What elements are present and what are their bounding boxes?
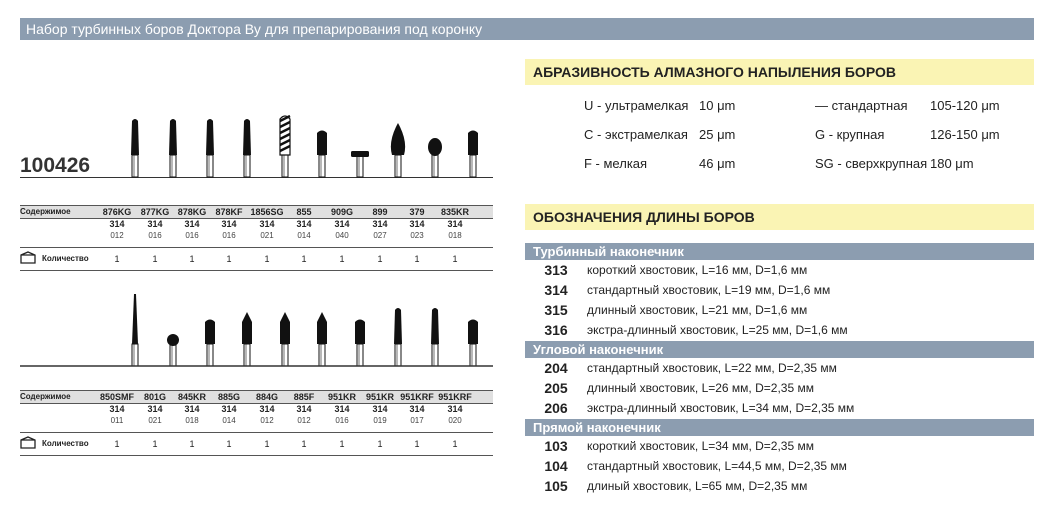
bur-row-1 — [131, 116, 478, 177]
bur-name: 951KRF — [438, 392, 472, 402]
length-code: 105 — [544, 478, 568, 494]
bur-table-2 — [20, 390, 493, 456]
size-code: 011 — [110, 416, 124, 425]
bur-name: 878KF — [215, 207, 243, 217]
quantity-value: 1 — [377, 439, 383, 449]
quantity-value: 1 — [414, 439, 420, 449]
shank-code: 314 — [109, 404, 125, 414]
length-group-title: Угловой наконечник — [525, 341, 1034, 358]
shank-code: 314 — [334, 404, 350, 414]
grit-label: C - экстрамелкая — [584, 127, 688, 142]
size-code: 027 — [373, 231, 387, 240]
length-description: длинный хвостовик, L=21 мм, D=1,6 мм — [587, 303, 808, 317]
length-heading: ОБОЗНАЧЕНИЯ ДЛИНЫ БОРОВ — [525, 204, 1034, 230]
contents-label: Содержимое — [20, 207, 71, 216]
size-code: 014 — [297, 231, 311, 240]
size-code: 012 — [110, 231, 124, 240]
shank-code: 314 — [447, 404, 463, 414]
quantity-value: 1 — [226, 254, 232, 264]
quantity-value: 1 — [377, 254, 383, 264]
shank-code: 314 — [109, 219, 125, 229]
length-description: стандартный хвостовик, L=19 мм, D=1,6 мм — [587, 283, 831, 297]
box-icon — [20, 251, 36, 265]
bur-name: 835KR — [440, 207, 469, 217]
size-code: 016 — [222, 231, 236, 240]
bur-row-2 — [0, 0, 493, 366]
bur-flame — [391, 123, 405, 177]
bur-taper — [169, 119, 177, 177]
length-code: 315 — [544, 302, 568, 318]
shank-row — [20, 219, 493, 231]
bur-taper — [131, 119, 139, 177]
bur-name: 909G — [330, 207, 354, 217]
bur-pointed — [280, 312, 290, 366]
grit-label: G - крупная — [815, 127, 885, 142]
bur-pointed — [242, 312, 252, 366]
length-code: 206 — [544, 400, 568, 416]
quantity-value: 1 — [452, 439, 458, 449]
quantity-value: 1 — [301, 254, 307, 264]
length-code: 316 — [544, 322, 568, 338]
table-header — [20, 390, 493, 404]
bur-ball — [167, 334, 179, 366]
shank-code: 314 — [409, 219, 425, 229]
length-group-title: Турбинный наконечник — [525, 243, 1034, 260]
quantity-value: 1 — [301, 439, 307, 449]
bur-name: 884G — [255, 392, 279, 402]
bur-longtaper — [132, 294, 138, 366]
size-code: 012 — [297, 416, 311, 425]
bur-name: 876KG — [102, 207, 132, 217]
grit-label: F - мелкая — [584, 156, 648, 171]
size-code: 012 — [260, 416, 274, 425]
quantity-label: Количество — [42, 439, 89, 448]
bur-name: 951KR — [365, 392, 394, 402]
length-description: короткий хвостовик, L=34 мм, D=2,35 мм — [587, 439, 814, 453]
size-code: 023 — [410, 231, 424, 240]
bur-pointed — [317, 312, 327, 366]
quantity-row — [20, 247, 493, 271]
shank-code: 314 — [296, 404, 312, 414]
bur-table-1 — [20, 205, 493, 271]
shank-code: 314 — [334, 219, 350, 229]
bur-name: 885F — [293, 392, 315, 402]
quantity-value: 1 — [339, 254, 345, 264]
bur-name: 850SMF — [99, 392, 134, 402]
bur-name: 1856SG — [250, 207, 284, 217]
quantity-value: 1 — [152, 439, 158, 449]
size-code: 021 — [148, 416, 162, 425]
size-row — [20, 416, 493, 426]
grit-label: U - ультрамелкая — [584, 98, 689, 113]
shank-code: 314 — [147, 404, 163, 414]
bur-cyl — [468, 320, 478, 367]
grit-label: SG - сверхкрупная — [815, 156, 928, 171]
table-header — [20, 205, 493, 219]
quantity-value: 1 — [264, 439, 270, 449]
grit-value: 126-150 μm — [930, 127, 1000, 142]
shank-code: 314 — [184, 219, 200, 229]
grit-value: 180 μm — [930, 156, 974, 171]
size-code: 020 — [448, 416, 462, 425]
size-code: 021 — [260, 231, 274, 240]
shank-code: 314 — [221, 404, 237, 414]
grit-label: — стандартная — [815, 98, 908, 113]
bur-disc — [351, 151, 369, 177]
contents-label: Содержимое — [20, 392, 71, 401]
size-code: 018 — [448, 231, 462, 240]
shank-code: 314 — [372, 404, 388, 414]
quantity-value: 1 — [226, 439, 232, 449]
size-code: 016 — [185, 231, 199, 240]
shank-code: 314 — [221, 219, 237, 229]
bur-taper — [206, 119, 214, 177]
length-code: 104 — [544, 458, 568, 474]
quantity-label: Количество — [42, 254, 89, 263]
size-code: 018 — [185, 416, 199, 425]
size-code: 016 — [335, 416, 349, 425]
page-title: Набор турбинных боров Доктора Ву для препарирования под коронку — [20, 18, 1034, 40]
length-code: 103 — [544, 438, 568, 454]
quantity-value: 1 — [414, 254, 420, 264]
bur-name: 855 — [296, 207, 312, 217]
bur-name: 899 — [372, 207, 388, 217]
size-code: 017 — [410, 416, 424, 425]
shank-code: 314 — [184, 404, 200, 414]
bur-name: 885G — [217, 392, 241, 402]
bur-name: 878KG — [177, 207, 207, 217]
length-code: 314 — [544, 282, 568, 298]
shank-row — [20, 404, 493, 416]
abrasive-heading: АБРАЗИВНОСТЬ АЛМАЗНОГО НАПЫЛЕНИЯ БОРОВ — [525, 59, 1034, 85]
bur-egg — [428, 138, 442, 177]
box-icon — [20, 436, 36, 450]
size-code: 040 — [335, 231, 349, 240]
quantity-value: 1 — [189, 439, 195, 449]
shank-code: 314 — [259, 219, 275, 229]
bur-illustrations — [0, 0, 500, 380]
bur-name: 845KR — [177, 392, 206, 402]
quantity-value: 1 — [264, 254, 270, 264]
length-code: 313 — [544, 262, 568, 278]
bur-name: 801G — [143, 392, 167, 402]
grit-value: 46 μm — [699, 156, 736, 171]
size-code: 019 — [373, 416, 387, 425]
bur-name: 379 — [409, 207, 425, 217]
length-description: длиный хвостовик, L=65 мм, D=2,35 мм — [587, 479, 808, 493]
size-row — [20, 231, 493, 241]
length-description: короткий хвостовик, L=16 мм, D=1,6 мм — [587, 263, 808, 277]
bur-taper — [243, 119, 251, 177]
bur-taper — [394, 308, 402, 366]
grit-value: 25 μm — [699, 127, 736, 142]
length-description: экстра-длинный хвостовик, L=25 мм, D=1,6 мм — [587, 323, 848, 337]
length-description: экстра-длинный хвостовик, L=34 мм, D=2,35 мм — [587, 401, 855, 415]
shank-code: 314 — [409, 404, 425, 414]
size-code: 016 — [148, 231, 162, 240]
length-group-title: Прямой наконечник — [525, 419, 1034, 436]
bur-cyl — [205, 320, 215, 367]
quantity-value: 1 — [114, 254, 120, 264]
quantity-value: 1 — [152, 254, 158, 264]
bur-name: 951KR — [327, 392, 356, 402]
set-code: 100426 — [20, 154, 91, 177]
length-description: стандартный хвостовик, L=22 мм, D=2,35 мм — [587, 361, 837, 375]
shank-code: 314 — [372, 219, 388, 229]
grit-value: 10 μm — [699, 98, 736, 113]
bur-taper — [431, 308, 439, 366]
bur-cyl — [468, 131, 478, 178]
length-code: 204 — [544, 360, 568, 376]
length-code: 205 — [544, 380, 568, 396]
shank-code: 314 — [147, 219, 163, 229]
grit-value: 105-120 μm — [930, 98, 1000, 113]
bur-cyl — [317, 131, 327, 178]
shank-code: 314 — [447, 219, 463, 229]
quantity-value: 1 — [339, 439, 345, 449]
quantity-row — [20, 432, 493, 456]
quantity-value: 1 — [189, 254, 195, 264]
length-description: стандартный хвостовик, L=44,5 мм, D=2,35 мм — [587, 459, 847, 473]
shank-code: 314 — [296, 219, 312, 229]
quantity-value: 1 — [452, 254, 458, 264]
bur-striped — [280, 116, 290, 177]
quantity-value: 1 — [114, 439, 120, 449]
length-description: длинный хвостовик, L=26 мм, D=2,35 мм — [587, 381, 814, 395]
size-code: 014 — [222, 416, 236, 425]
shank-code: 314 — [259, 404, 275, 414]
bur-name: 877KG — [140, 207, 170, 217]
bur-name: 951KRF — [400, 392, 434, 402]
bur-cyl — [355, 320, 365, 367]
